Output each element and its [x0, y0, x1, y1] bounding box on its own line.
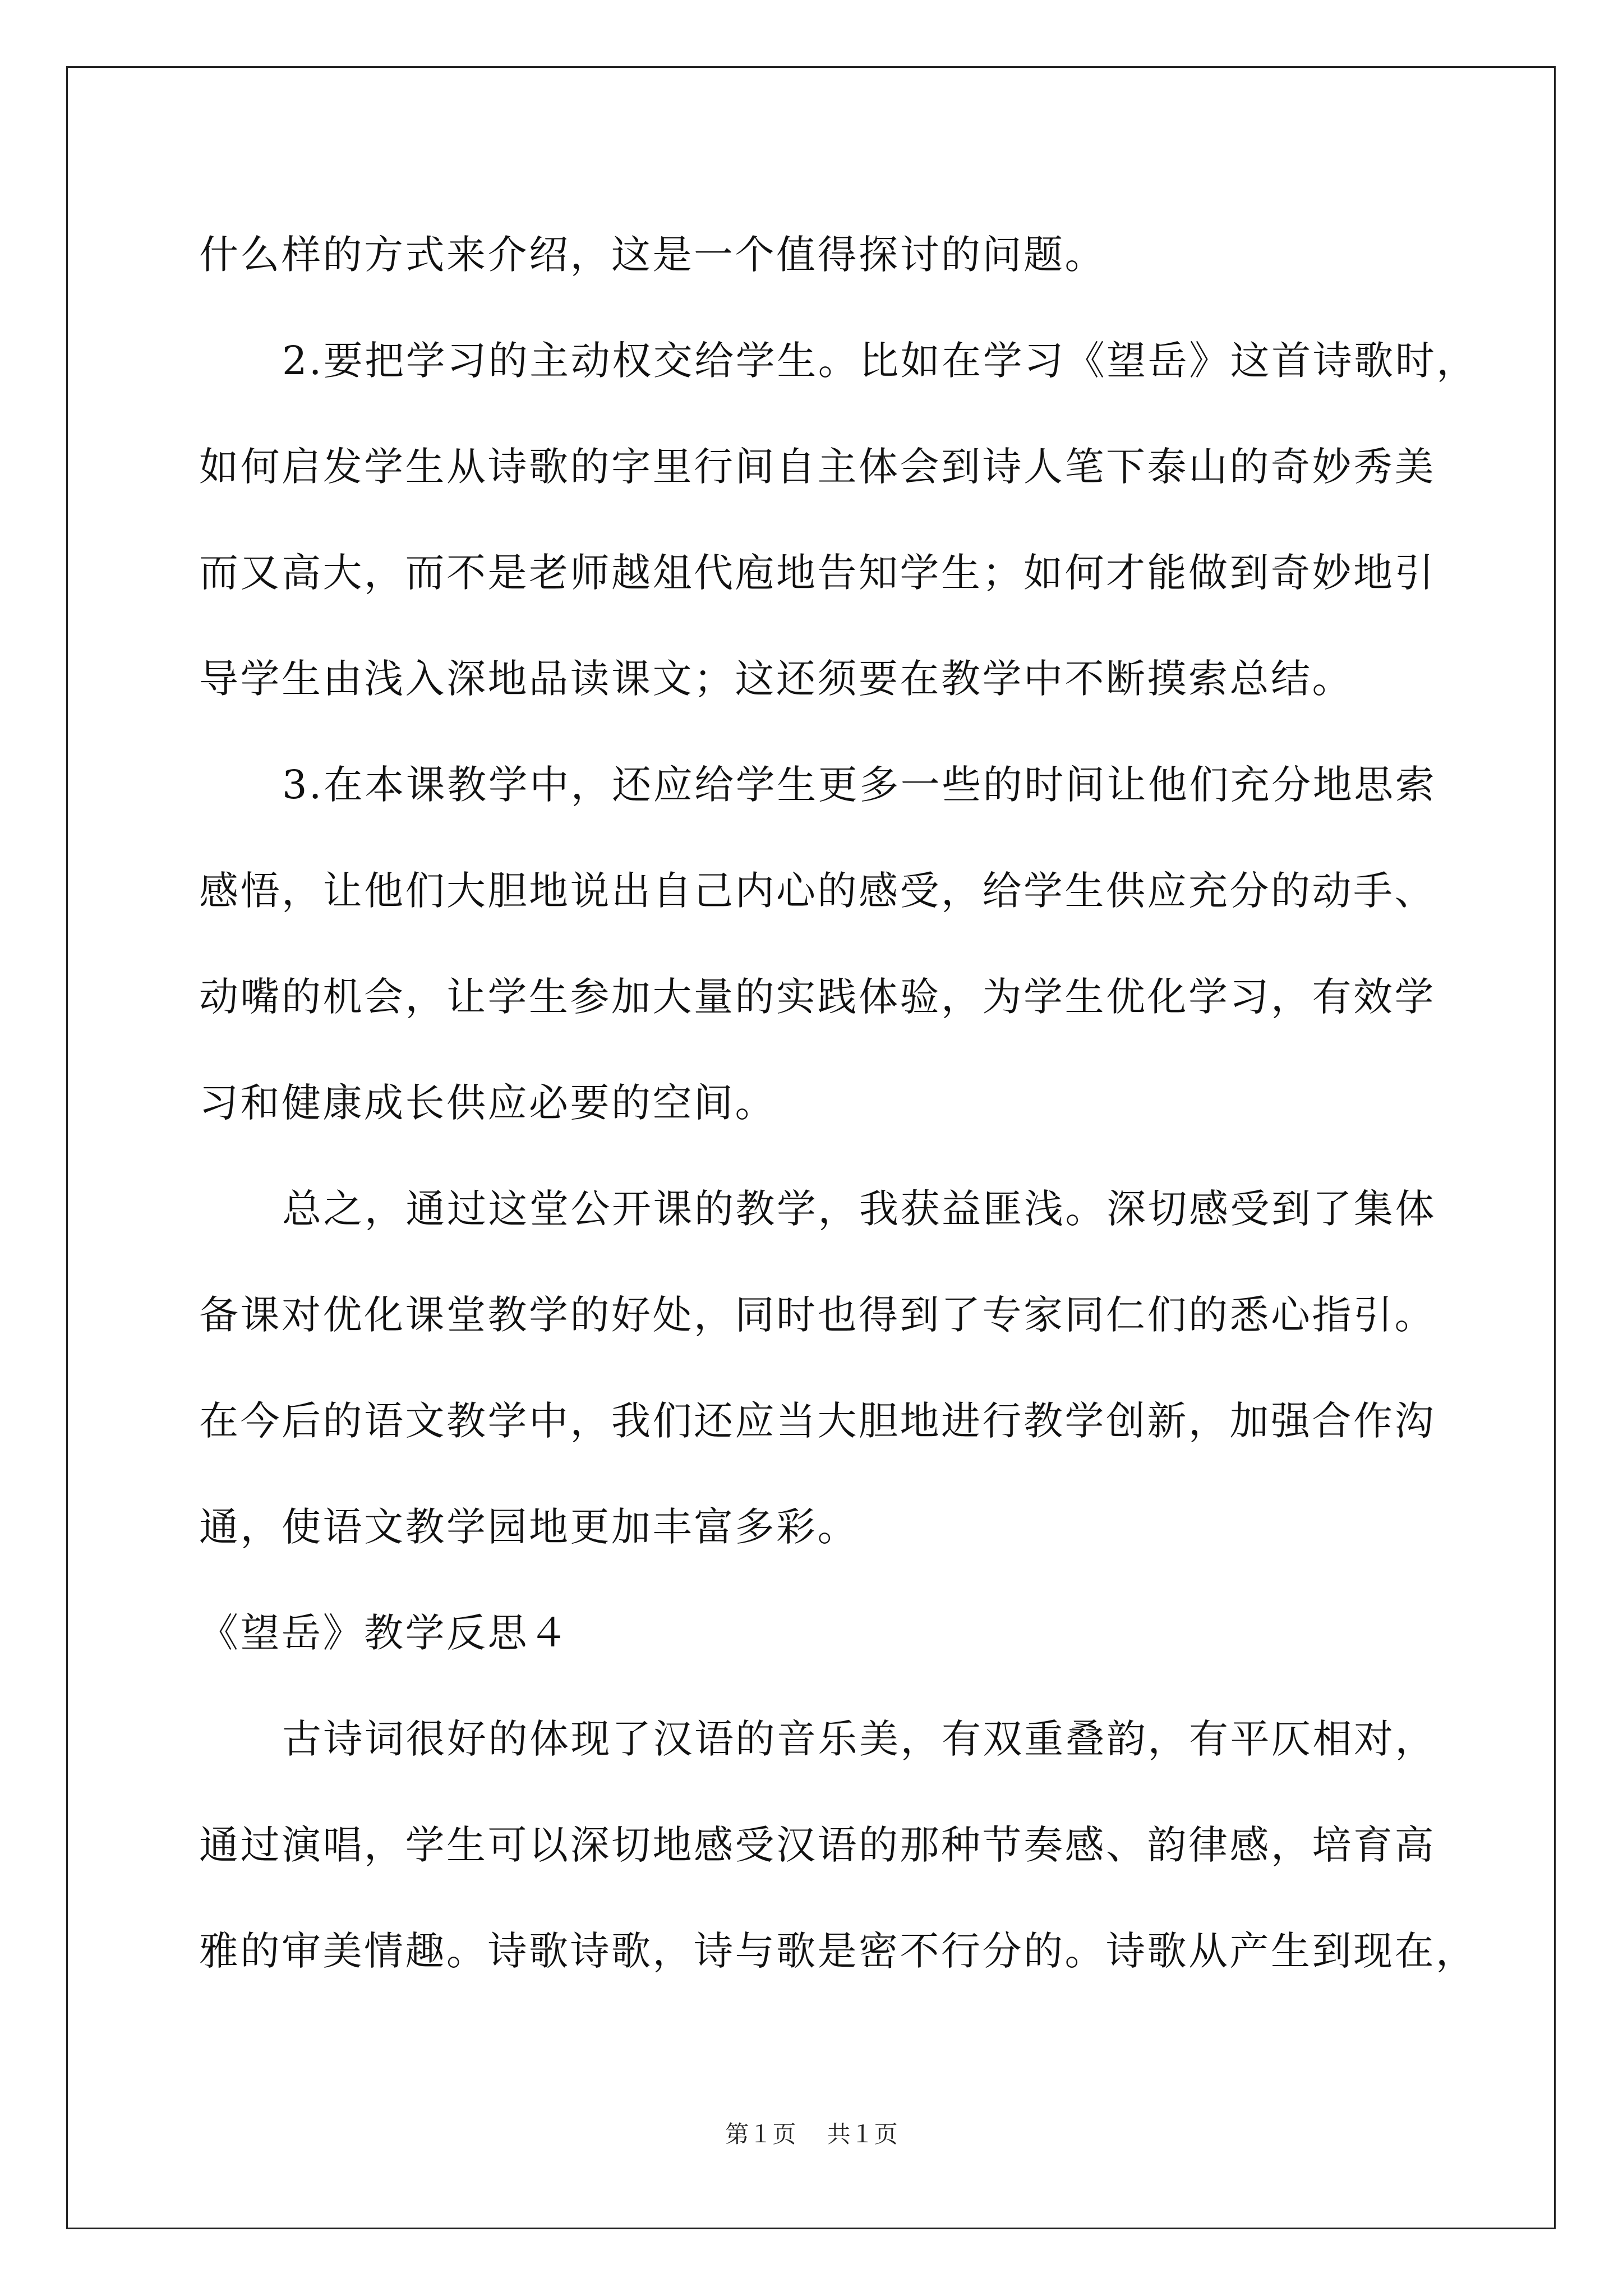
- text-line: 2.要把学习的主动权交给学生。比如在学习《望岳》这首诗歌时，: [282, 338, 1478, 384]
- text-line: 古诗词很好的体现了汉语的音乐美，有双重叠韵，有平仄相对，: [282, 1716, 1436, 1762]
- text-line: 雅的审美情趣。诗歌诗歌，诗与歌是密不行分的。诗歌从产生到现在，: [199, 1928, 1477, 1974]
- text-line: 通过演唱，学生可以深切地感受汉语的那种节奏感、韵律感，培育高: [199, 1822, 1436, 1868]
- text-line: 感悟，让他们大胆地说出自己内心的感受，给学生供应充分的动手、: [199, 868, 1436, 914]
- text-line: 总之，通过这堂公开课的教学，我获益匪浅。深切感受到了集体: [282, 1186, 1436, 1232]
- text-line: 什么样的方式来介绍，这是一个值得探讨的问题。: [199, 232, 1106, 278]
- text-line: 而又高大，而不是老师越俎代庖地告知学生；如何才能做到奇妙地引: [199, 550, 1436, 596]
- text-line: 通，使语文教学园地更加丰富多彩。: [199, 1504, 859, 1550]
- text-line: 在今后的语文教学中，我们还应当大胆地进行教学创新，加强合作沟: [199, 1398, 1436, 1444]
- text-line: 备课对优化课堂教学的好处，同时也得到了专家同仁们的悉心指引。: [199, 1292, 1436, 1338]
- section-heading: 《望岳》教学反思４: [199, 1610, 570, 1656]
- text-line: 如何启发学生从诗歌的字里行间自主体会到诗人笔下泰山的奇妙秀美: [199, 444, 1436, 490]
- text-line: 习和健康成长供应必要的空间。: [199, 1080, 776, 1126]
- text-line: 导学生由浅入深地品读课文；这还须要在教学中不断摸索总结。: [199, 656, 1353, 702]
- text-line: 3.在本课教学中，还应给学生更多一些的时间让他们充分地思索: [282, 762, 1437, 808]
- document-body: [199, 202, 1478, 2004]
- page-footer: 第１页 共１页: [725, 2120, 898, 2148]
- text-line: 动嘴的机会，让学生参加大量的实践体验，为学生优化学习，有效学: [199, 974, 1436, 1020]
